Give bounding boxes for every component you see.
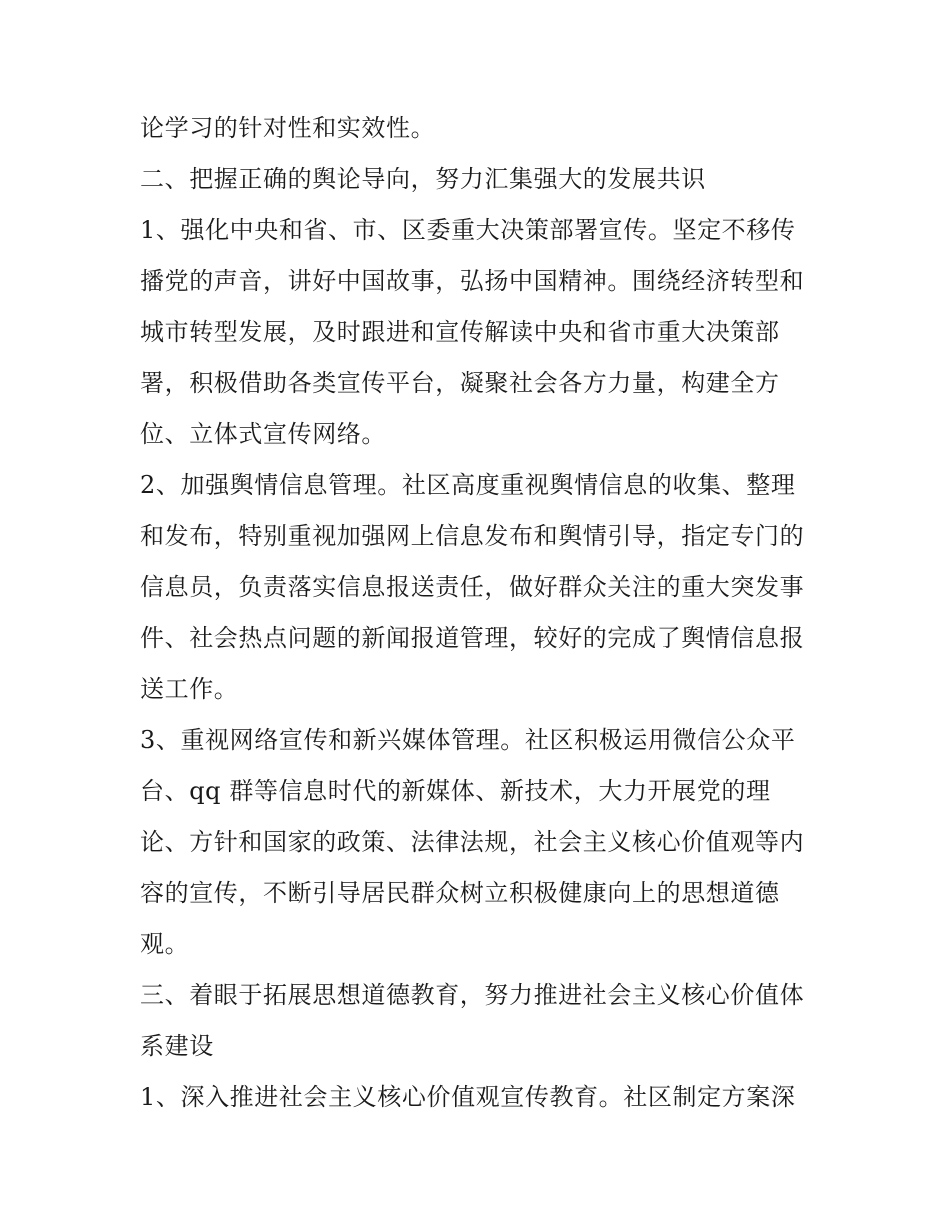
section-heading: 系建设	[140, 1032, 214, 1060]
text-line: 论、方针和国家的政策、法律法规，社会主义核心价值观等内	[140, 828, 805, 856]
text-line: 送工作。	[140, 675, 239, 703]
text-line: 署，积极借助各类宣传平台，凝聚社会各方力量，构建全方	[140, 369, 780, 397]
text-line: 观。	[140, 930, 190, 958]
text-line: 1、强化中央和省、市、区委重大决策部署宣传。坚定不移传	[140, 216, 796, 244]
text-line: 位、立体式宣传网络。	[140, 420, 386, 448]
text-line: 城市转型发展，及时跟进和宣传解读中央和省市重大决策部	[140, 318, 780, 346]
text-line: 2、加强舆情信息管理。社区高度重视舆情信息的收集、整理	[140, 471, 796, 499]
section-heading: 二、把握正确的舆论导向，努力汇集强大的发展共识	[140, 165, 706, 193]
section-heading: 三、着眼于拓展思想道德教育，努力推进社会主义核心价值体	[140, 981, 805, 1009]
text-line: 台、qq 群等信息时代的新媒体、新技术，大力开展党的理	[140, 777, 771, 805]
text-line: 3、重视网络宣传和新兴媒体管理。社区积极运用微信公众平	[140, 726, 796, 754]
text-line: 信息员，负责落实信息报送责任，做好群众关注的重大突发事	[140, 573, 805, 601]
text-line: 1、深入推进社会主义核心价值观宣传教育。社区制定方案深	[140, 1083, 796, 1111]
text-line: 容的宣传，不断引导居民群众树立积极健康向上的思想道德	[140, 879, 780, 907]
text-line: 和发布，特别重视加强网上信息发布和舆情引导，指定专门的	[140, 522, 805, 550]
text-line: 播党的声音，讲好中国故事，弘扬中国精神。围绕经济转型和	[140, 267, 805, 295]
text-line: 件、社会热点问题的新闻报道管理，较好的完成了舆情信息报	[140, 624, 805, 652]
text-line: 论学习的针对性和实效性。	[140, 114, 436, 142]
